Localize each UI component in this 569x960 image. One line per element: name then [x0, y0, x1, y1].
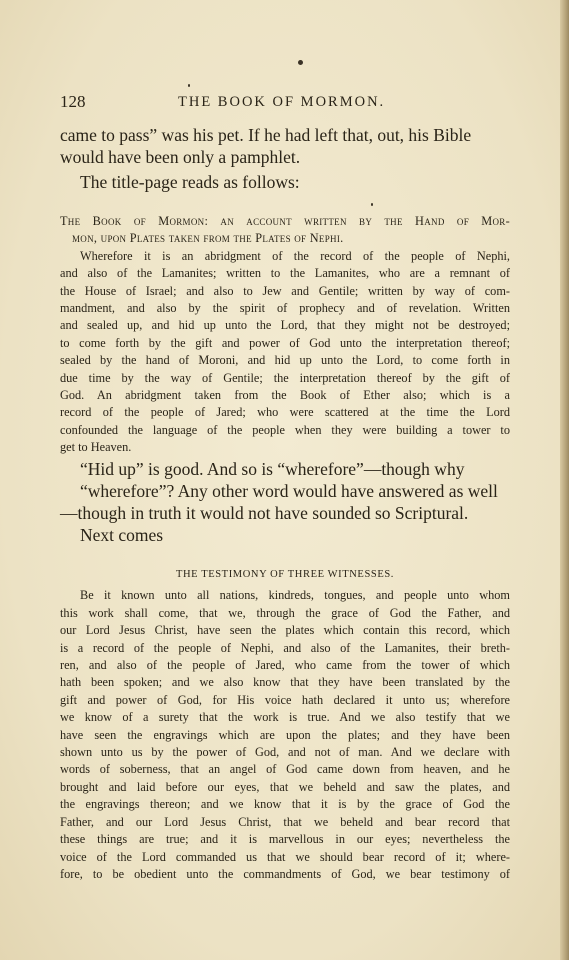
text-line: is a record of the people of Nephi, and also of the Lamanites, their breth-: [60, 640, 510, 655]
ink-speck: [188, 84, 190, 87]
text-line: “wherefore”? Any other word would have answered as well: [80, 481, 498, 501]
text-line: voice of the Lord commanded us that we should bear record of it; where-: [60, 849, 510, 864]
commentary-paragraph: [60, 458, 510, 546]
text-line: fore, to be obedient unto the commandments of God, we bear testimony of: [60, 866, 510, 881]
text-line: we know of a surety that the work is true. And we also testify that we: [60, 710, 510, 725]
title-heading: The Book of Mormon: an account written by the Hand of Mor-: [60, 214, 510, 228]
intro-paragraph: [60, 124, 510, 193]
ink-speck: [298, 60, 303, 65]
title-page-quote: [60, 213, 510, 457]
page-header: [60, 92, 510, 114]
text-line: mandment, and also by the spirit of prophecy and of revelation. Written: [60, 301, 510, 316]
text-line: to come forth by the gift and power of God unto the interpretation thereof;: [60, 335, 510, 350]
text-line: Wherefore it is an abridgment of the record of the people of Nephi,: [80, 248, 510, 263]
text-line: due time by the way of Gentile; the interpretation thereof by the gift of: [60, 370, 510, 385]
ink-speck: [371, 203, 373, 206]
text-line: record of the people of Jared; who were scattered at the time the Lord: [60, 405, 510, 420]
page-edge: [560, 0, 569, 960]
text-line: hath been spoken; and we also know that they have been translated by the: [60, 675, 510, 690]
text-line: and also of the Lamanites; written to the Lamanites, who are a remnant of: [60, 266, 510, 281]
text-line: the engravings thereon; and we know that it is by the grace of God the: [60, 797, 510, 812]
section-heading: THE TESTIMONY OF THREE WITNESSES.: [175, 569, 395, 580]
text-line: shown unto us by the power of God, and not of man. And we declare with: [60, 745, 510, 760]
text-line: The title-page reads as follows:: [80, 172, 300, 192]
page-number: 128: [60, 92, 86, 111]
text-line: get to Heaven.: [60, 440, 132, 455]
text-line: Be it known unto all nations, kindreds, tongues, and people unto whom: [80, 588, 510, 603]
text-line: “Hid up” is good. And so is “wherefore”—though why: [80, 459, 465, 479]
text-line: Father, and our Lord Jesus Christ, that we beheld and bear record that: [60, 814, 510, 829]
text-line: our Lord Jesus Christ, have seen the plates which contain this record, which: [60, 623, 510, 638]
text-line: this work shall come, that we, through the grace of God the Father, and: [60, 605, 510, 620]
text-line: words of soberness, that an angel of God came down from heaven, and he: [60, 762, 510, 777]
text-line: ren, and also of the people of Jared, who came from the tower of which: [60, 658, 510, 673]
testimony-section: [60, 566, 510, 883]
text-line: came to pass” was his pet. If he had left that, out, his Bible: [60, 125, 472, 145]
text-line: sealed by the hand of Moroni, and hid up unto the Lord, to come forth in: [60, 353, 510, 368]
running-head: THE BOOK OF MORMON.: [178, 94, 386, 110]
text-line: gift and power of God, for His voice hath declared it unto us; wherefore: [60, 692, 510, 707]
text-line: brought and laid before our eyes, that we beheld and saw the plates, and: [60, 779, 510, 794]
text-line: Next comes: [80, 525, 164, 545]
text-line: the House of Israel; and also to Jew and Gentile; written by way of com-: [60, 283, 510, 298]
text-line: these things are true; and it is marvellous in our eyes; nevertheless the: [60, 832, 510, 847]
text-line: have seen the engravings which are upon the plates; and they have been: [60, 727, 510, 742]
text-line: would have been only a pamphlet.: [60, 147, 301, 167]
title-heading: mon, upon Plates taken from the Plates of Nephi.: [72, 231, 344, 246]
text-line: confounded the language of the people when they were building a tower to: [60, 422, 510, 437]
text-line: —though in truth it would not have sounded so Scriptural.: [60, 503, 469, 523]
text-line: and sealed up, and hid up unto the Lord, that they might not be destroyed;: [60, 318, 510, 333]
text-line: God. An abridgment taken from the Book of Ether also; which is a: [60, 388, 510, 403]
